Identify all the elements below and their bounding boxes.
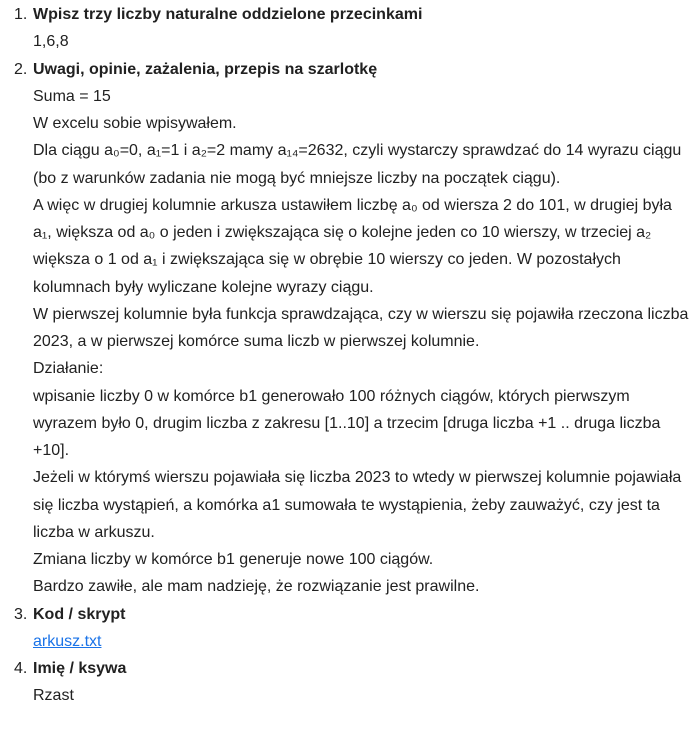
qa-item bbox=[0, 1, 700, 56]
item-content bbox=[33, 56, 700, 601]
question-label: Wpisz trzy liczby naturalne oddzielone przecinkami bbox=[33, 6, 423, 23]
item-content bbox=[33, 1, 700, 56]
answer-text: Jeżeli w którymś wierszu pojawiała się liczba 2023 to wtedy w pierwszej kolumnie pojawiała się liczba wystąpień, a komórka a1 sumowała te wystąpienia, żeby zauważyć, czy jest ta liczba w arkuszu. bbox=[33, 469, 682, 541]
answer-text: W pierwszej kolumnie była funkcja sprawdzająca, czy w wierszu się pojawiła rzeczona liczba 2023, a w pierwszej komórce suma liczb w pierwszej kolumnie. bbox=[33, 305, 689, 350]
answer-text: wpisanie liczby 0 w komórce b1 generowało 100 różnych ciągów, których pierwszym wyrazem było 0, drugim liczba z zakresu [1..10] a trzecim [druga liczba +1 .. druga liczba +10]. bbox=[33, 387, 661, 459]
qa-item bbox=[0, 601, 700, 656]
item-number: 1. bbox=[14, 6, 28, 23]
answer-text: W excelu sobie wpisywałem. bbox=[33, 115, 237, 132]
answer-text: Rzast bbox=[33, 687, 74, 705]
qa-list bbox=[0, 1, 700, 710]
answer-text: 1,6,8 bbox=[33, 33, 69, 51]
qa-item bbox=[0, 655, 700, 710]
question-label: Kod / skrypt bbox=[33, 605, 126, 623]
item-number: 2. bbox=[14, 60, 28, 78]
answer-text: Działanie: bbox=[33, 360, 104, 378]
item-number: 3. bbox=[14, 605, 28, 623]
answer-text: A więc w drugiej kolumnie arkusza ustawiłem liczbę a₀ od wiersza 2 do 101, w drugiej była a₁, większa od a₀ o jeden i zwiększająca się o kolejne jeden co 10 wierszy, w trzeciej a₂ większa o 1 od a₁ i zwiększająca się w obrębie 10 wierszy co jeden. W pozostałych kolumnach były wyliczane kolejne wyrazy ciągu. bbox=[33, 196, 672, 296]
item-content bbox=[33, 601, 700, 656]
question-label: Uwagi, opinie, zażalenia, przepis na szarlotkę bbox=[33, 60, 378, 78]
item-number: 4. bbox=[14, 660, 28, 677]
answer-link[interactable]: arkusz.txt bbox=[33, 632, 102, 650]
qa-item bbox=[0, 56, 700, 601]
answer-text: Zmiana liczby w komórce b1 generuje nowe 100 ciągów. bbox=[33, 551, 434, 568]
item-content bbox=[33, 655, 700, 710]
answer-text: Dla ciągu a₀=0, a₁=1 i a₂=2 mamy a₁₄=2632, czyli wystarczy sprawdzać do 14 wyrazu ciągu (bo z warunków zadania nie mogą być mniejsze liczby na początek ciągu). bbox=[33, 142, 682, 187]
answer-text: Suma = 15 bbox=[33, 87, 111, 105]
answer-row bbox=[33, 628, 690, 655]
answer-text: Bardzo zawiłe, ale mam nadzieję, że rozwiązanie jest prawilne. bbox=[33, 578, 480, 596]
question-label: Imię / ksywa bbox=[33, 660, 127, 677]
